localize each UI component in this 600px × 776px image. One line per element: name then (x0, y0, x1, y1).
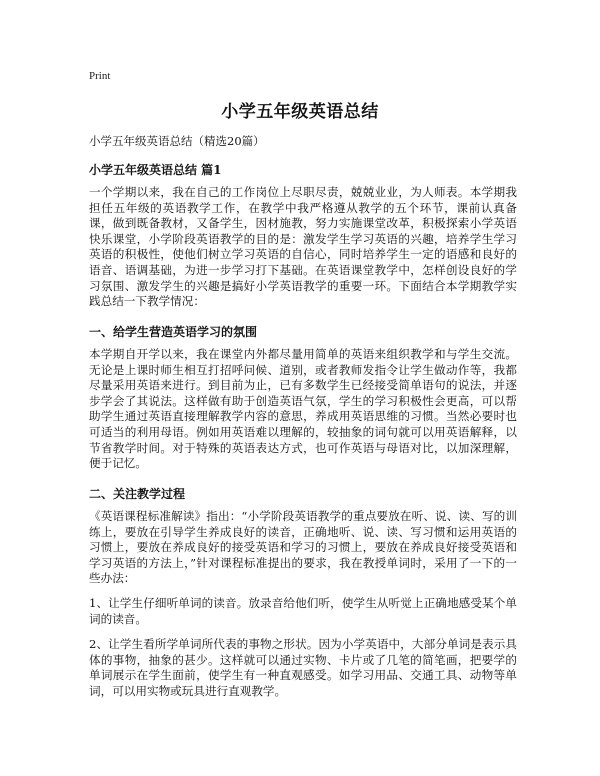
section-paragraph-process: 《英语课程标准解读》指出：“小学阶段英语教学的重点要放在听、说、读、写的训练上，要放在引导学生养成良好的读音，正确地听、说、读、写习惯和运用英语的习惯上，要放在养成良好的接受英语和学习的习惯上，要放在养成良好接受英语和学习英语的方法上，”针对课程标准提出的要求，我在教授单词时，采用了一下的一些办法： (89, 509, 517, 586)
article-heading: 小学五年级英语总结 篇1 (89, 163, 222, 177)
section-heading-atmosphere: 一、给学生营造英语学习的氛围 (89, 325, 258, 339)
print-link[interactable]: Print (89, 70, 111, 82)
intro-paragraph: 一个学期以来，我在自己的工作岗位上尽职尽责，兢兢业业，为人师表。本学期我担任五年级的英语教学工作，在教学中我严格遵从教学的五个环节，课前认真备课，做到既备教材，又备学生，因材施教，努力实施课堂改革，积极探索小学英语快乐课堂，小学阶段英语教学的目的是：激发学生学习英语的兴趣，培养学生学习英语的积极性，使他们树立学习英语的自信心，同时培养学生一定的语感和良好的语音、语调基础，为进一步学习打下基础。在英语课堂教学中，怎样创设良好的学习氛围、激发学生的兴趣是搞好小学英语教学的重要一环。下面结合本学期教学实践总结一下教学情况： (89, 185, 517, 309)
document-subtitle: 小学五年级英语总结（精选20篇） (89, 134, 265, 148)
method-item-listen: 1、让学生仔细听单词的读音。放录音给他们听，使学生从听觉上正确地感受某个单词的读音。 (89, 596, 517, 626)
page-title: 小学五年级英语总结 (221, 102, 379, 122)
section-paragraph-atmosphere: 本学期自开学以来，我在课堂内外都尽量用简单的英语来组织教学和与学生交流。无论是上课时师生相互打招呼问候、道别，或者教师发指令让学生做动作等，我都尽量采用英语来进行。到目前为止，已有多数学生已经接受简单语句的说法，并逐步学会了其说法。这样做有助于创造英语气氛，学生的学习积极性会更高，可以帮助学生通过英语直接理解教学内容的意思，养成用英语思维的习惯。当然必要时也可适当的利用母语。例如用英语难以理解的，较抽象的词句就可以用英语解释，以节省教学时间。对于特殊的英语表达方式，也可作英语与母语对比，以加深理解，便于记忆。 (89, 347, 517, 471)
method-item-look: 2、让学生看所学单词所代表的事物之形状。因为小学英语中，大部分单词是表示具体的事物，抽象的甚少。这样就可以通过实物、卡片或了几笔的简笔画，把要学的单词展示在学生面前，使学生有一种直观感受。如学习用品、交通工具、动物等单词，可以用实物或玩具进行直观教学。 (89, 637, 517, 698)
section-heading-process: 二、关注教学过程 (89, 487, 186, 501)
